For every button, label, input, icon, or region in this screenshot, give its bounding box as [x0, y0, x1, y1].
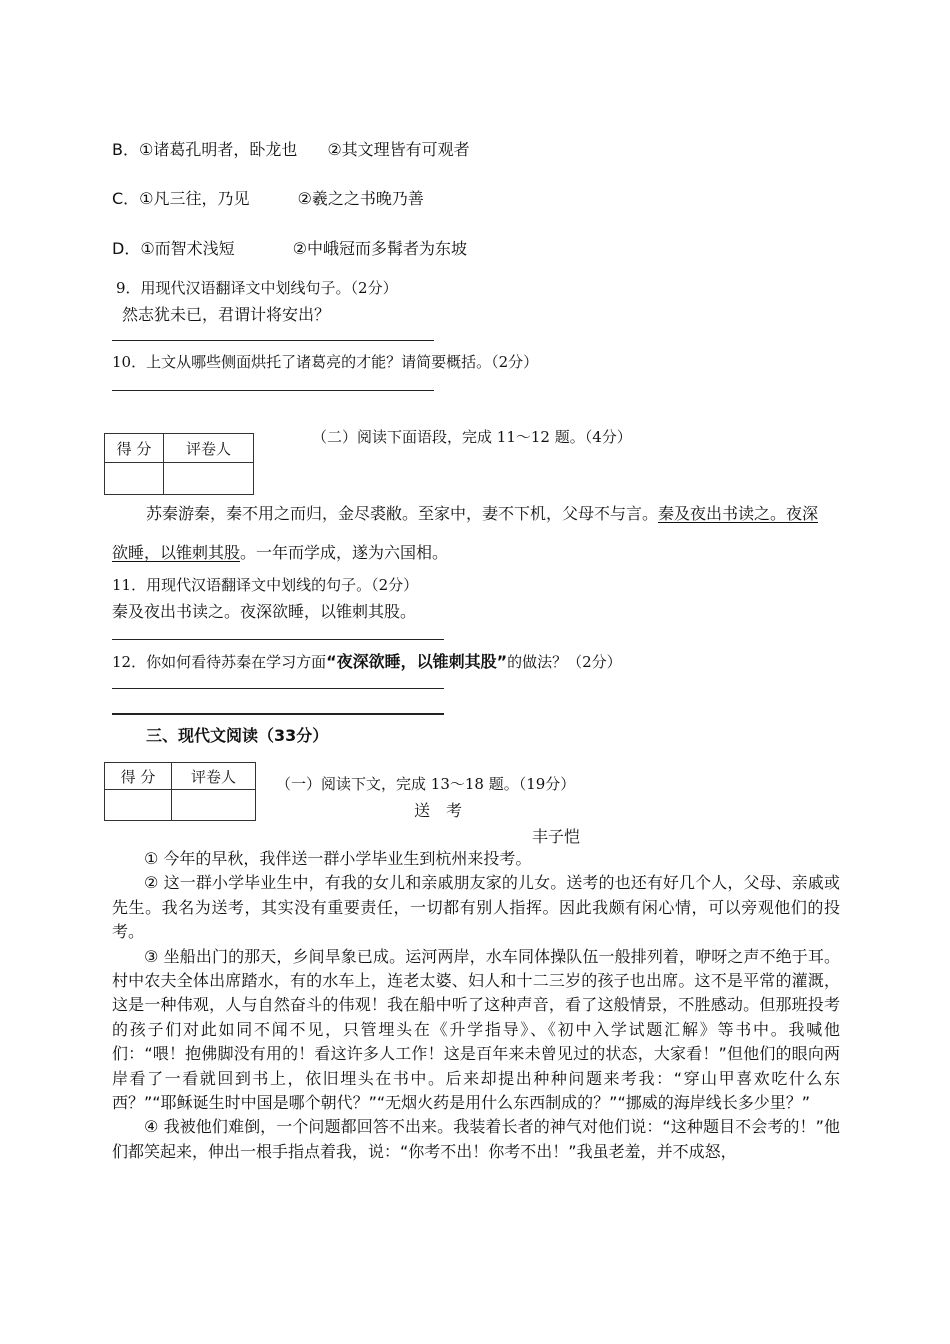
section2-heading: （二）阅读下面语段，完成 11～12 题。（4分） [312, 428, 632, 446]
q12-answer-line-1[interactable] [112, 688, 444, 689]
q8-option-c [112, 186, 424, 209]
q12-answer-line-2[interactable] [112, 713, 444, 715]
article-paragraph-3: ③ 坐船出门的那天，乡间旱象已成。运河两岸，水车同体操队伍一般排列着，咿呀之声不绝于耳。村中农夫全体出席踏水，有的水车上，连老太婆、妇人和十二三岁的孩子也出席。这不是平常的灌溉，这是一种伟观，人与自然奋斗的伟观！我在船中听了这种声音，看了这般情景，不胜感动。但那班投考的孩子们对此如同不闻不见，只管埋头在《升学指导》、《初中入学试题汇解》等书中。我喊他们：“喂！抱佛脚没有用的！看这许多人工作！这是百年来未曾见过的状态，大家看！”但他们的眼向两岸看了一看就回到书上，依旧埋头在书中。后来却提出种种问题来考我：“穿山甲喜欢吃什么东西？”“耶稣诞生时中国是哪个朝代？”“无烟火药是用什么东西制成的？”“挪威的海岸线长多少里？” [112, 946, 840, 1113]
q12-prompt [112, 649, 622, 672]
q9-prompt: 9．用现代汉语翻译文中划线句子。（2分） [116, 279, 398, 297]
article-paragraph-2: ② 这一群小学毕业生中，有我的女儿和亲戚朋友家的儿女。送考的也还有好几个人，父母、亲戚或先生。我名为送考，其实没有重要责任，一切都有别人指挥。因此我颇有闲心情，可以旁观他们的投考。 [112, 873, 840, 942]
score-label: 得 分 [105, 434, 164, 463]
article-body [112, 847, 840, 1164]
q8-option-c-2: ②羲之之书晚乃善 [297, 189, 424, 208]
section2-passage-line1 [146, 501, 818, 524]
reviewer-cell[interactable] [164, 463, 254, 495]
q8-option-b [112, 137, 470, 160]
q12-prompt-b: 的做法？（2分） [507, 653, 622, 671]
q10-answer-line[interactable] [112, 390, 434, 391]
q11-sentence: 秦及夜出书读之。夜深欲睡，以锥刺其股。 [112, 602, 417, 621]
reviewer-cell[interactable] [172, 790, 256, 821]
score-box-1 [104, 433, 254, 495]
reviewer-label: 评卷人 [172, 763, 256, 790]
q8-option-d [112, 236, 467, 259]
q9-answer-line[interactable] [112, 340, 434, 341]
passage-end: 。一年而学成，遂为六国相。 [240, 543, 449, 562]
q12-quote: “夜深欲睡，以锥刺其股” [326, 652, 508, 671]
q8-option-d-2: ②中峨冠而多髯者为东坡 [292, 239, 468, 258]
q8-option-c-1: C．①凡三往，乃见 [112, 189, 250, 208]
section2-passage-line2 [112, 540, 448, 563]
q11-prompt: 11．用现代汉语翻译文中划线的句子。（2分） [112, 576, 419, 594]
article-paragraph-1: ① 今年的早秋，我伴送一群小学毕业生到杭州来投考。 [144, 849, 532, 868]
q8-option-b-1: B．①诸葛孔明者，卧龙也 [112, 140, 298, 159]
score-label: 得 分 [105, 763, 172, 790]
score-cell[interactable] [105, 790, 172, 821]
score-box-2 [104, 762, 256, 821]
section3-sub-heading: （一）阅读下文，完成 13～18 题。（19分） [276, 775, 576, 793]
article-author: 丰子恺 [532, 827, 581, 846]
q8-option-b-2: ②其文理皆有可观者 [327, 140, 470, 159]
section3-heading: 三、现代文阅读（33分） [146, 726, 329, 745]
reviewer-label: 评卷人 [164, 434, 254, 463]
q9-sentence: 然志犹未已，君谓计将安出？ [122, 305, 331, 324]
passage-underlined-2: 欲睡，以锥刺其股 [112, 543, 241, 562]
q12-prompt-a: 12．你如何看待苏秦在学习方面 [112, 653, 327, 671]
article-paragraph-4: ④ 我被他们难倒，一个问题都回答不出来。我装着长者的神气对他们说：“这种题目不会考的！”他们都笑起来，伸出一根手指点着我，说：“你考不出！你考不出！”我虽老羞，并不成怒， [112, 1117, 840, 1161]
article-title: 送 考 [414, 801, 463, 820]
score-cell[interactable] [105, 463, 164, 495]
q11-answer-line[interactable] [112, 639, 444, 640]
passage-plain: 苏秦游秦，秦不用之而归，金尽裘敝。至家中，妻不下机，父母不与言。 [146, 504, 659, 523]
q8-option-d-1: D．①而智术浅短 [112, 239, 235, 258]
q10-prompt: 10．上文从哪些侧面烘托了诸葛亮的才能？请简要概括。（2分） [112, 353, 539, 371]
passage-underlined-1: 秦及夜出书读之。夜深 [658, 504, 819, 523]
